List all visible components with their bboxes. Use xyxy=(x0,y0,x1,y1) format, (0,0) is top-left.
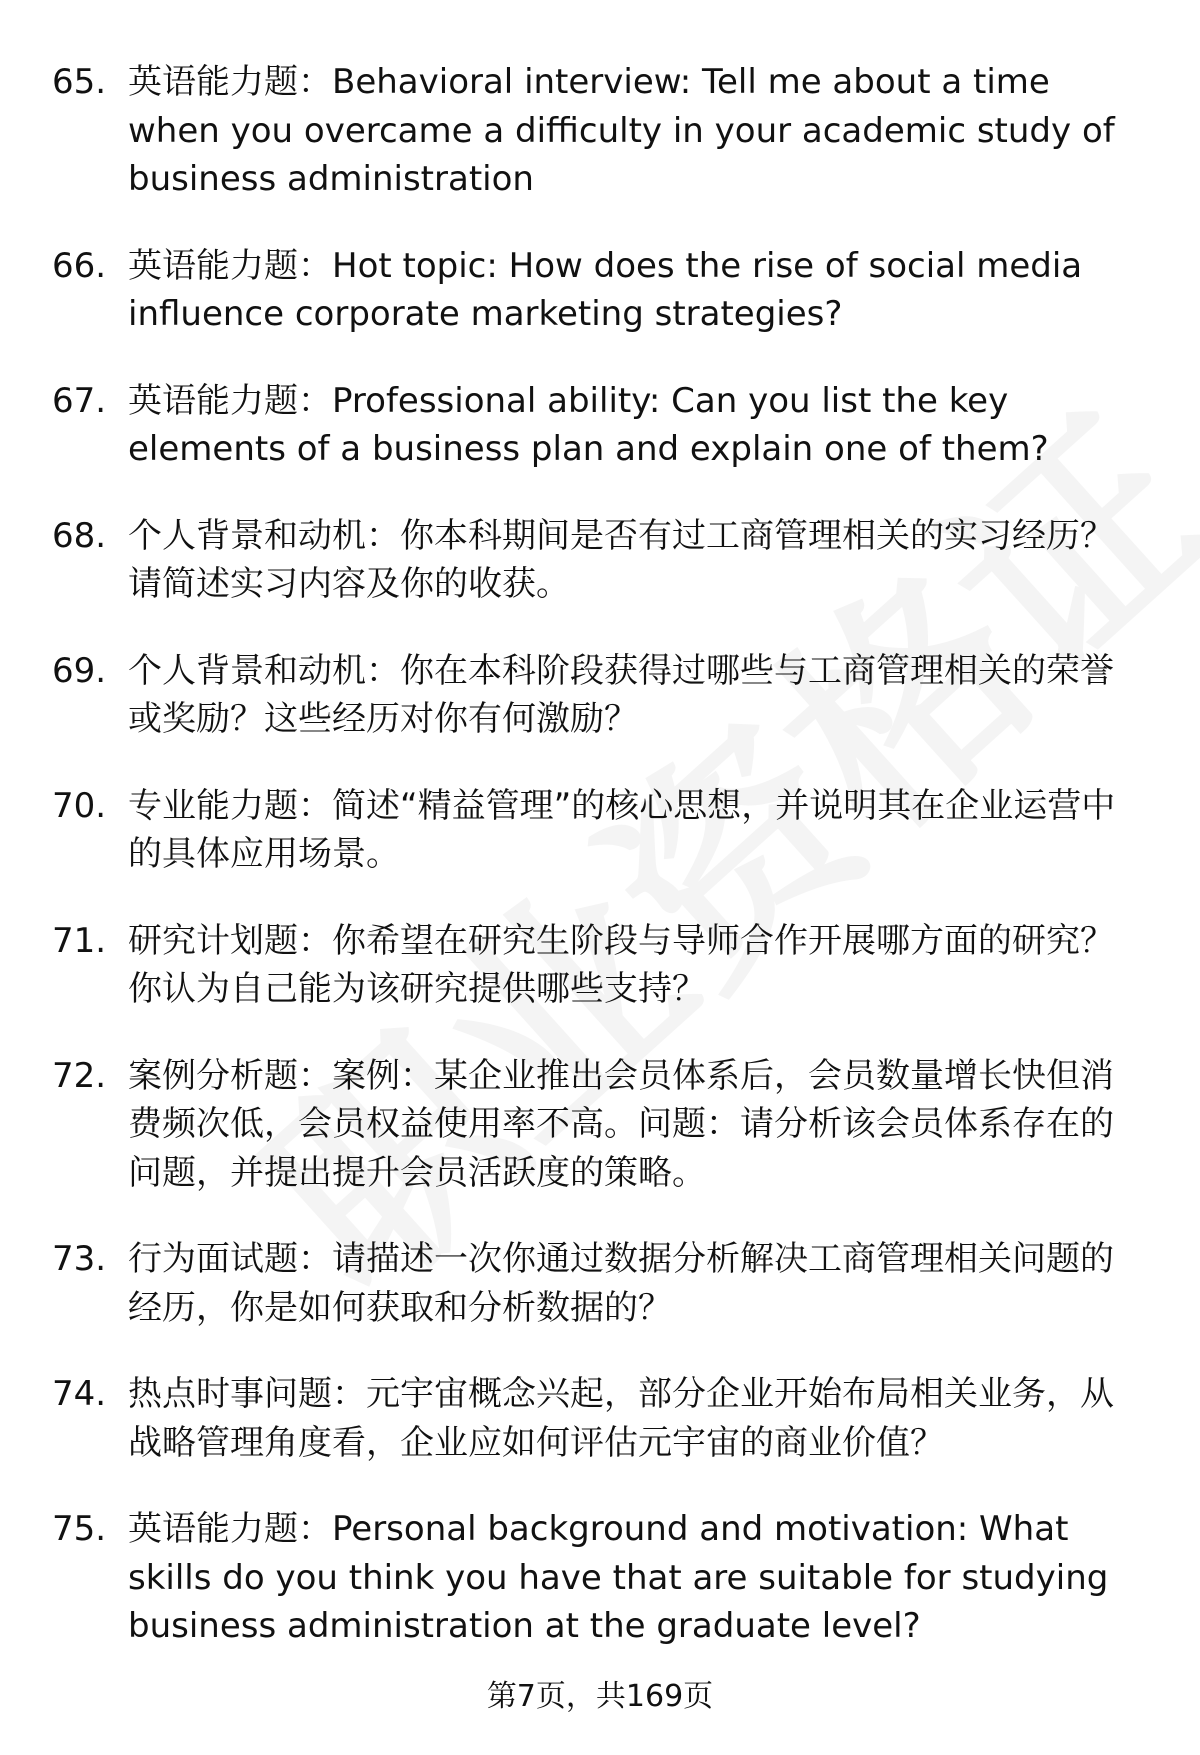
question-text: 个人背景和动机：你本科期间是否有过工商管理相关的实习经历？请简述实习内容及你的收获。 xyxy=(128,515,1114,604)
question-number: 71. xyxy=(52,920,107,961)
question-item xyxy=(52,242,1152,339)
question-list xyxy=(52,58,1152,1689)
question-text: 案例分析题：案例：某企业推出会员体系后，会员数量增长快但消费频次低，会员权益使用率不高。问题：请分析该会员体系存在的问题，并提出提升会员活跃度的策略。 xyxy=(128,1055,1114,1193)
question-text: 研究计划题：你希望在研究生阶段与导师合作开展哪方面的研究？你认为自己能为该研究提供哪些支持？ xyxy=(128,920,1114,1009)
question-item xyxy=(52,1052,1152,1198)
question-item xyxy=(52,1370,1152,1467)
question-text: 英语能力题：Behavioral interview: Tell me about a time when you overcame a difficulty in your academic study of business administration xyxy=(128,62,1115,199)
question-item xyxy=(52,1235,1152,1332)
question-number: 67. xyxy=(52,380,107,421)
question-item xyxy=(52,782,1152,879)
question-text: 英语能力题：Professional ability: Can you list the key elements of a business plan and explain one of them? xyxy=(128,380,1049,469)
question-text: 专业能力题：简述“精益管理”的核心思想，并说明其在企业运营中的具体应用场景。 xyxy=(128,785,1116,874)
question-number: 73. xyxy=(52,1239,107,1279)
question-text: 英语能力题：Hot topic: How does the rise of social media influence corporate marketing strategies? xyxy=(128,245,1083,334)
question-item xyxy=(52,917,1152,1014)
question-text: 个人背景和动机：你在本科阶段获得过哪些与工商管理相关的荣誉或奖励？这些经历对你有何激励？ xyxy=(128,650,1114,739)
question-item xyxy=(52,512,1152,609)
question-text: 行为面试题：请描述一次你通过数据分析解决工商管理相关问题的经历，你是如何获取和分析数据的？ xyxy=(128,1239,1114,1328)
question-number: 65. xyxy=(52,62,107,102)
question-item xyxy=(52,377,1152,474)
question-item xyxy=(52,1505,1152,1651)
question-number: 70. xyxy=(52,785,107,826)
question-text: 热点时事问题：元宇宙概念兴起，部分企业开始布局相关业务，从战略管理角度看，企业应如何评估元宇宙的商业价值？ xyxy=(128,1374,1114,1463)
question-item xyxy=(52,58,1152,204)
question-number: 68. xyxy=(52,515,107,556)
page-footer: 第7页，共169页 xyxy=(486,1679,714,1714)
question-number: 74. xyxy=(52,1374,107,1414)
question-number: 69. xyxy=(52,650,107,691)
question-number: 75. xyxy=(52,1509,107,1549)
question-number: 72. xyxy=(52,1055,107,1096)
question-number: 66. xyxy=(52,245,107,286)
question-text: 英语能力题：Personal background and motivation: What skills do you think you have that are suitable for studying business administration at the graduate level? xyxy=(128,1509,1109,1646)
question-item xyxy=(52,647,1152,744)
